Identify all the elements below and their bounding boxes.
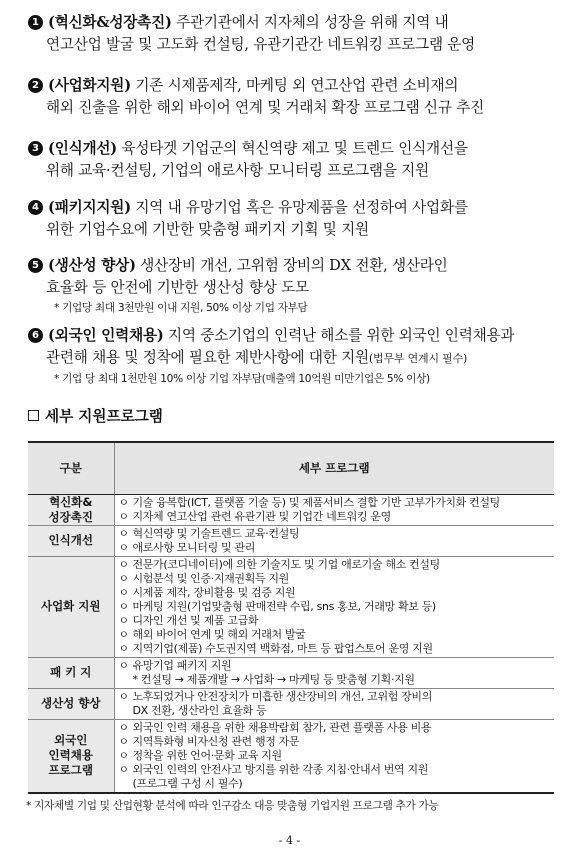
item-note: * 기업 당 최대 1천만원 10% 이상 기업 자부담(매출액 10억원 미만기업은 5% 이상)	[54, 373, 430, 385]
item-2	[28, 75, 558, 119]
row-category: 외국인 인력채용 프로그램	[28, 719, 114, 793]
row-details	[114, 494, 554, 525]
row-details	[114, 556, 554, 657]
footnote: * 지자체별 기업 및 산업현황 분석에 따라 인구감소 대응 맞춤형 기업지원 프로그램 추가 가능	[26, 800, 439, 812]
item-5	[28, 255, 558, 317]
header-detail: 세부 프로그램	[114, 442, 554, 494]
table-row	[28, 688, 554, 719]
item-title: (사업화지원)	[48, 77, 131, 94]
row-details	[114, 719, 554, 793]
item-text-small: (법무부 연계시 필수)	[368, 352, 468, 365]
list-item-continuation: (프로그램 구성 시 필수)	[132, 776, 243, 790]
table-header-row	[28, 442, 554, 494]
list-item: ㅇ 지역기업(제품) 수도권지역 백화점, 마트 등 팝업스토어 운영 지원	[118, 641, 433, 655]
table-row	[28, 525, 554, 556]
list-item: ㅇ 시험분석 및 인증·지재권획득 지원	[118, 571, 289, 585]
item-3	[28, 138, 558, 182]
item-text: 주관기관에서 지자체의 성장을 위해 지역 내	[171, 14, 449, 31]
item-text: 연고산업 발굴 및 고도화 컨설팅, 유관기관간 네트워킹 프로그램 운영	[46, 36, 476, 53]
row-category: 사업화 지원	[28, 556, 114, 657]
row-category: 인식개선	[28, 525, 114, 556]
table-row	[28, 556, 554, 657]
item-text: 육성타겟 기업군의 혁신역량 제고 및 트렌드 인식개선을	[117, 140, 468, 157]
item-title: (외국인 인력채용)	[48, 327, 164, 344]
number-badge: 3	[28, 141, 43, 156]
list-item: ㅇ 지자체 연고산업 관련 유관기관 및 기업간 네트워킹 운영	[118, 509, 391, 523]
list-item: ㅇ 유망기업 패키지 지원	[118, 658, 232, 672]
list-item: ㅇ 기술 융복합(ICT, 플랫폼 기술 등) 및 제품서비스 결합 기반 고부가가치화 컨설팅	[118, 495, 500, 509]
item-1	[28, 12, 558, 56]
row-category: 패 키 지	[28, 657, 114, 688]
number-badge: 2	[28, 78, 43, 93]
item-text: 해외 진출을 위한 해외 바이어 연계 및 거래처 확장 프로그램 신규 추진	[46, 99, 484, 116]
item-title: (패키지지원)	[48, 199, 131, 216]
number-badge: 1	[28, 15, 43, 30]
list-item: ㅇ 시제품 제작, 장비활용 및 검증 지원	[118, 585, 296, 599]
list-item: ㅇ 애로사항 모니터링 및 관리	[118, 540, 255, 554]
list-item: ㅇ 지역특화형 비자신청 관련 행정 자문	[118, 734, 300, 748]
item-text: 위한 기업수요에 기반한 맞춤형 패키지 기획 및 지원	[46, 221, 369, 238]
list-item: ㅇ 노후되었거나 안전장치가 미흡한 생산장비의 개선, 고위험 장비의	[118, 689, 432, 703]
number-badge: 6	[28, 328, 43, 343]
row-category: 생산성 향상	[28, 688, 114, 719]
header-category: 구분	[28, 442, 114, 494]
table-row	[28, 657, 554, 688]
table-row	[28, 494, 554, 525]
item-text: 지역 중소기업의 인력난 해소를 위한 외국인 인력채용과	[163, 327, 515, 344]
item-text: 효율화 등 안전에 기반한 생산성 향상 도모	[46, 279, 309, 296]
item-title: (혁신화&성장촉진)	[48, 14, 172, 31]
list-item: ㅇ 외국인 인력의 안전사고 방지를 위한 각종 지침·안내서 번역 지원	[118, 762, 428, 776]
section-heading	[28, 405, 163, 426]
number-badge: 4	[28, 200, 43, 215]
item-4	[28, 197, 558, 241]
row-details	[114, 688, 554, 719]
checkbox-square-icon	[28, 410, 39, 421]
item-text: 위해 교육·컨설팅, 기업의 애로사항 모니터링 프로그램을 지원	[46, 162, 429, 179]
item-text: 기존 시제품제작, 마케팅 외 연고산업 관련 소비재의	[130, 77, 459, 94]
program-table	[28, 441, 554, 794]
row-details	[114, 657, 554, 688]
row-details	[114, 525, 554, 556]
list-item: ㅇ 마케팅 지원(기업맞춤형 판매전략 수립, sns 홍보, 거래망 확보 등)	[118, 599, 436, 613]
list-item: ㅇ 해외 바이어 연계 및 해외 거래처 발굴	[118, 627, 306, 641]
item-title: (생산성 향상)	[48, 257, 136, 274]
table-row	[28, 719, 554, 793]
page-number: - 4 -	[278, 834, 301, 847]
list-item: ㅇ 외국인 인력 채용을 위한 채용박람회 참가, 관련 플랫폼 사용 비용	[118, 720, 432, 734]
item-title: (인식개선)	[48, 140, 118, 157]
list-item: ㅇ 디자인 개선 및 제품 고급화	[118, 613, 259, 627]
list-item: ㅇ 전문가(코디네이터)에 의한 기술지도 및 기업 애로기술 해소 컨설팅	[118, 557, 440, 571]
list-item-continuation: DX 전환, 생산라인 효율화 등	[132, 703, 267, 717]
item-note: * 기업당 최대 3천만원 이내 지원, 50% 이상 기업 자부담	[54, 302, 308, 314]
section-title: 세부 지원프로그램	[45, 408, 163, 425]
item-text: 관련해 채용 및 정착에 필요한 제반사항에 대한 지원	[46, 349, 369, 366]
item-6	[28, 325, 558, 388]
list-item: ㅇ 혁신역량 및 기술트렌드 교육·컨설팅	[118, 526, 300, 540]
item-text: 지역 내 유망기업 혹은 유망제품을 선정하여 사업화를	[130, 199, 468, 216]
item-text: 생산장비 개선, 고위험 장비의 DX 전환, 생산라인	[135, 257, 448, 274]
number-badge: 5	[28, 258, 43, 273]
list-item-sub: * 컨설팅 → 제품개발 → 사업화 → 마케팅 등 맞춤형 기획·지원	[132, 672, 415, 686]
list-item: ㅇ 정착을 위한 언어·문화 교육 지원	[118, 748, 282, 762]
row-category: 혁신화& 성장촉진	[28, 494, 114, 525]
